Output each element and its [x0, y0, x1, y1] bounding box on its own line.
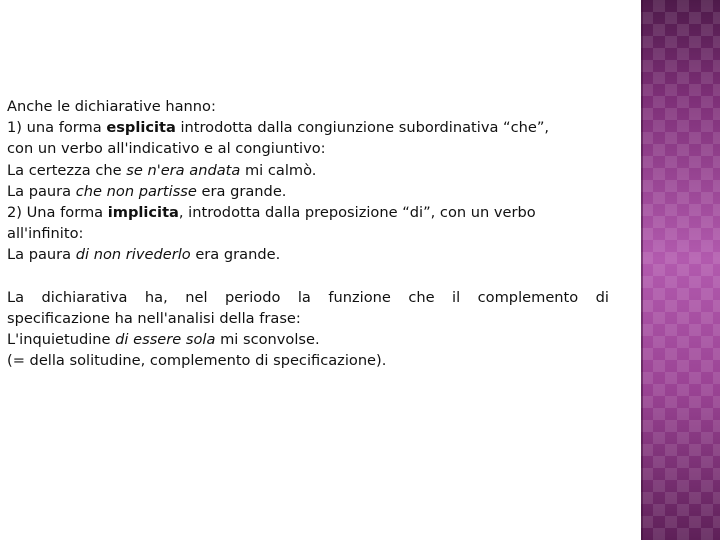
example-3-highlight: di non rivederlo — [75, 246, 191, 264]
point-2-line: 2) Una forma implicita, introdotta dalla preposizione “di”, con un verbo — [7, 204, 536, 222]
paragraph-gap — [7, 266, 609, 287]
point-2-continuation: all'infinito: — [7, 225, 84, 243]
example-3: La paura di non rivederlo era grande. — [7, 246, 281, 264]
slide-text — [7, 96, 609, 372]
function-line-1: La dichiarativa ha, nel periodo la funzione che il complemento di — [7, 288, 609, 306]
intro-line: Anche le dichiarative hanno: — [7, 98, 216, 115]
term-esplicita: esplicita — [106, 119, 176, 137]
function-line-2: specificazione ha nell'analisi della frase: — [7, 310, 301, 328]
point-1-line: 1) una forma esplicita introdotta dalla congiunzione subordinativa “che”, — [7, 119, 550, 137]
side-panel-edge — [641, 0, 643, 540]
example-1-highlight: se n'era andata — [126, 161, 241, 179]
term-implicita: implicita — [107, 204, 179, 222]
decorative-side-panel — [641, 0, 720, 540]
example-2-highlight: che non partisse — [75, 182, 197, 200]
example-2: La paura che non partisse era grande. — [7, 182, 287, 200]
example-4-note: (= della solitudine, complemento di specificazione). — [7, 352, 387, 370]
example-1: La certezza che se n'era andata mi calmò. — [7, 161, 317, 179]
example-4-highlight: di essere sola — [115, 331, 216, 349]
paragraph-function — [7, 287, 609, 372]
paragraph-forms — [7, 96, 609, 266]
example-4: L'inquietudine di essere sola mi sconvolse. — [7, 331, 320, 349]
point-1-continuation: con un verbo all'indicativo e al congiuntivo: — [7, 140, 326, 158]
